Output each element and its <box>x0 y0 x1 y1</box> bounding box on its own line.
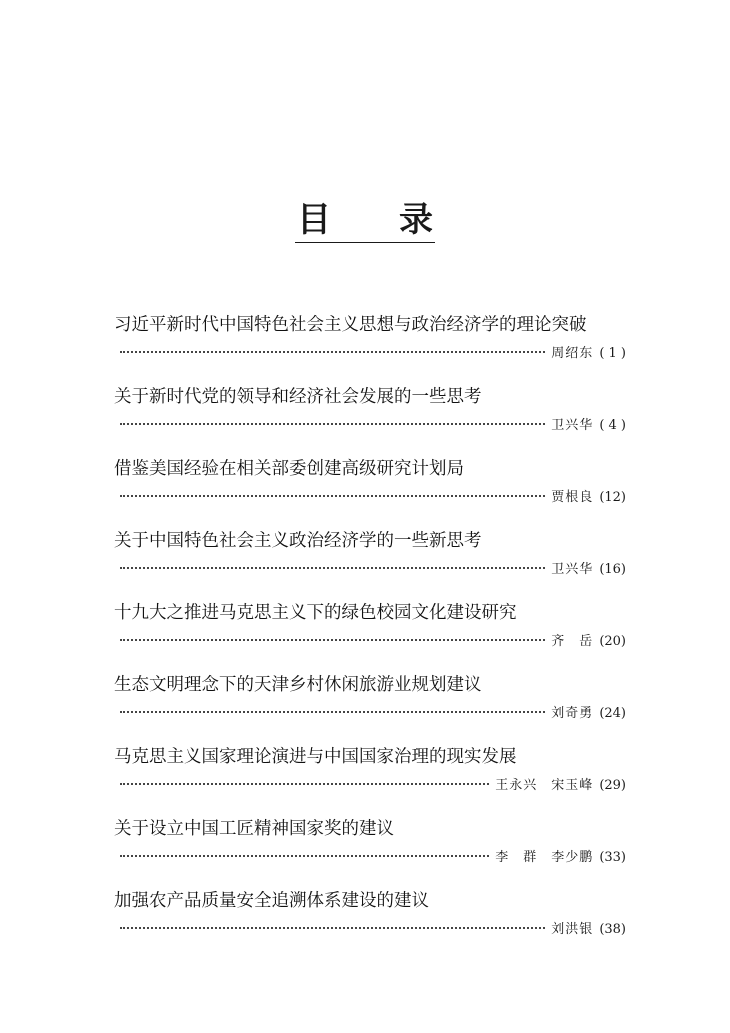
entry-leader-line <box>114 919 626 939</box>
toc-entry[interactable] <box>114 529 626 579</box>
entry-leader-line <box>114 703 626 723</box>
entry-page: (38) <box>599 922 626 937</box>
entry-title: 习近平新时代中国特色社会主义思想与政治经济学的理论突破 <box>114 315 587 335</box>
entry-author: 李 群 李少鹏 <box>495 850 594 865</box>
entry-leader-line <box>114 487 626 507</box>
entry-title: 借鉴美国经验在相关部委创建高级研究计划局 <box>114 459 464 479</box>
entry-author: 卫兴华 <box>551 562 594 577</box>
dot-leader <box>120 915 545 929</box>
dot-leader <box>120 627 545 641</box>
entry-page: ( 1 ) <box>599 346 626 361</box>
entry-author: 刘奇勇 <box>551 706 594 721</box>
entry-author: 贾根良 <box>551 490 594 505</box>
toc-entry[interactable] <box>114 385 626 435</box>
entry-page: ( 4 ) <box>599 418 626 433</box>
entry-title: 加强农产品质量安全追溯体系建设的建议 <box>114 891 429 911</box>
entry-page: (33) <box>599 850 626 865</box>
dot-leader <box>120 483 545 497</box>
entry-leader-line <box>114 631 626 651</box>
dot-leader <box>120 699 545 713</box>
toc-entry[interactable] <box>114 745 626 795</box>
entry-title: 马克思主义国家理论演进与中国国家治理的现实发展 <box>114 747 517 767</box>
entry-page: (16) <box>599 562 626 577</box>
toc-entry[interactable] <box>114 457 626 507</box>
entry-leader-line <box>114 343 626 363</box>
entry-leader-line <box>114 775 626 795</box>
dot-leader <box>120 555 545 569</box>
entry-title: 关于中国特色社会主义政治经济学的一些新思考 <box>114 531 482 551</box>
entry-title: 关于设立中国工匠精神国家奖的建议 <box>114 819 394 839</box>
entry-page: (29) <box>599 778 626 793</box>
entry-leader-line <box>114 415 626 435</box>
entry-leader-line <box>114 847 626 867</box>
entry-author: 刘洪银 <box>551 922 594 937</box>
entry-author: 周绍东 <box>551 346 594 361</box>
toc-entry[interactable] <box>114 889 626 939</box>
entry-title: 关于新时代党的领导和经济社会发展的一些思考 <box>114 387 482 407</box>
entry-page: (24) <box>599 706 626 721</box>
entry-page: (12) <box>599 490 626 505</box>
dot-leader <box>120 339 545 353</box>
entry-page: (20) <box>599 634 626 649</box>
entry-title: 生态文明理念下的天津乡村休闲旅游业规划建议 <box>114 675 482 695</box>
toc-heading <box>295 200 435 243</box>
dot-leader <box>120 771 489 785</box>
entry-author: 齐 岳 <box>551 634 594 649</box>
toc-entry[interactable] <box>114 313 626 363</box>
dot-leader <box>120 843 489 857</box>
dot-leader <box>120 411 545 425</box>
entry-author: 卫兴华 <box>551 418 594 433</box>
entry-title: 十九大之推进马克思主义下的绿色校园文化建设研究 <box>114 603 517 623</box>
toc-heading-left: 目 <box>297 200 331 240</box>
toc-heading-right: 录 <box>399 200 433 240</box>
toc-entry[interactable] <box>114 673 626 723</box>
toc-heading-wrap <box>0 200 730 243</box>
entry-leader-line <box>114 559 626 579</box>
toc-entry[interactable] <box>114 817 626 867</box>
toc-entry[interactable] <box>114 601 626 651</box>
entry-author: 王永兴 宋玉峰 <box>495 778 594 793</box>
